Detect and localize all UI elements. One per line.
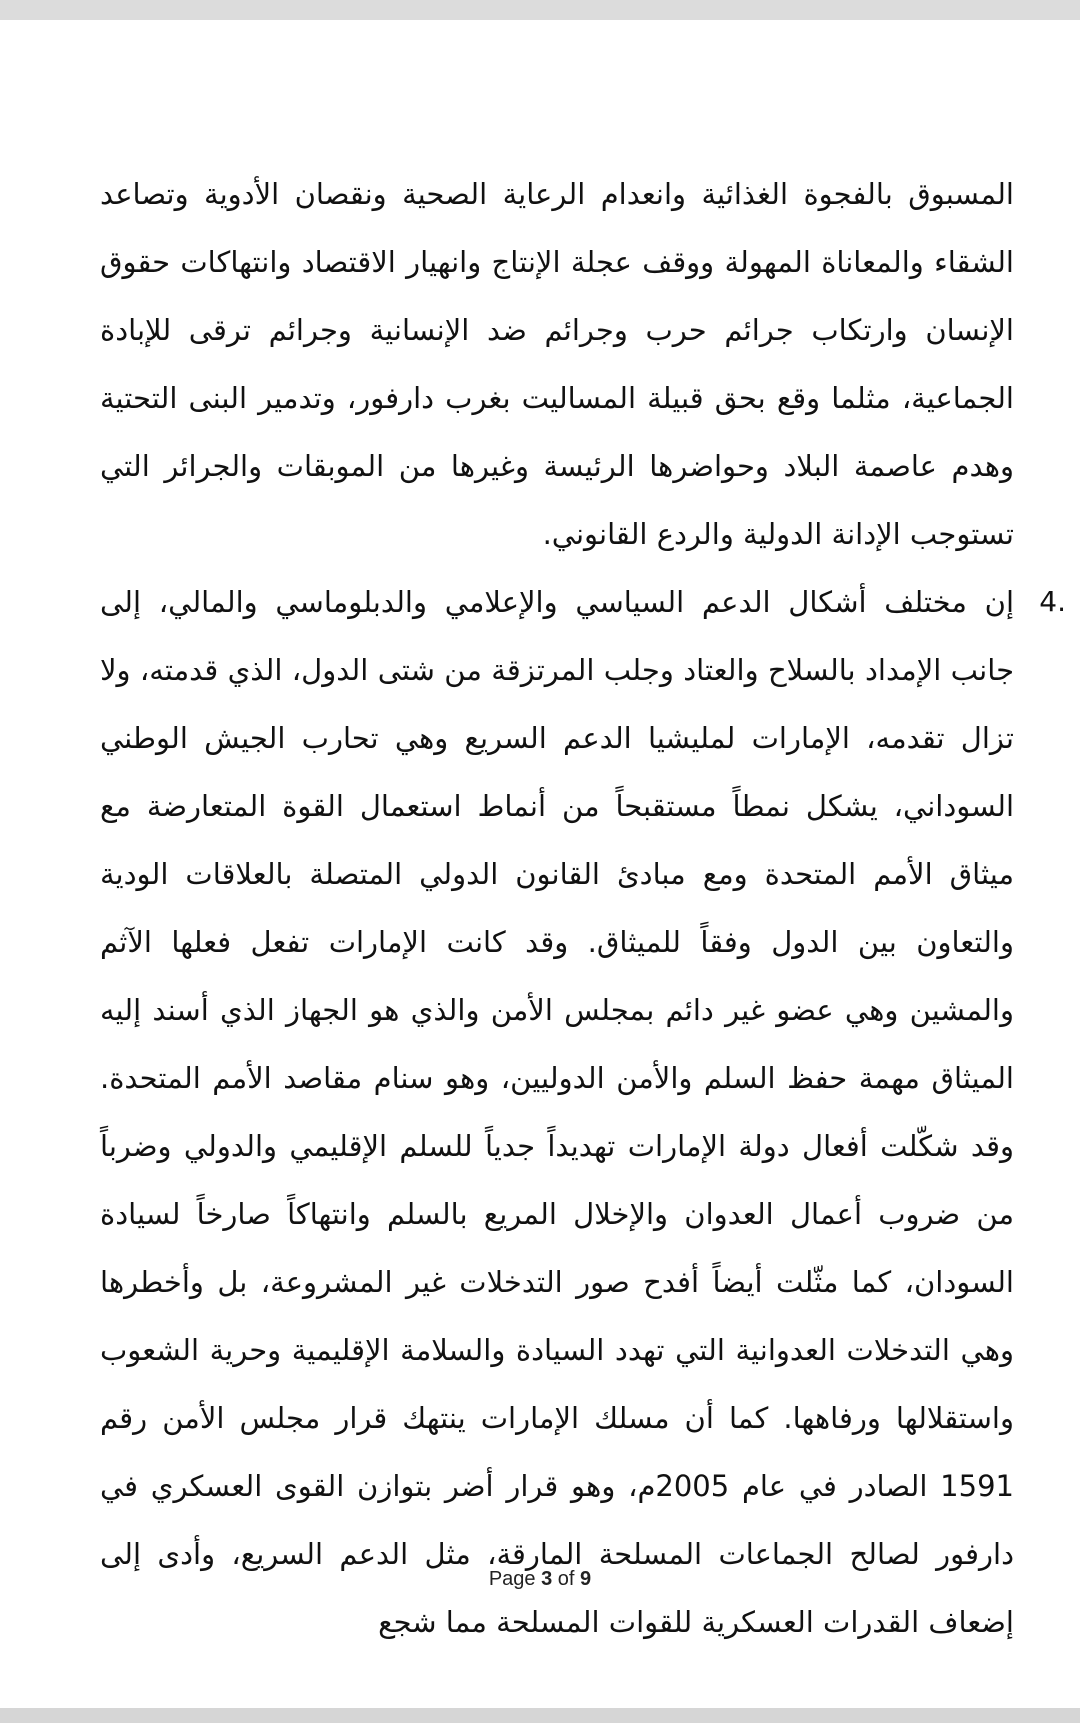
item-number: 4. bbox=[1039, 585, 1066, 618]
page-prefix: Page bbox=[488, 1568, 536, 1590]
page-of-label: of bbox=[557, 1568, 575, 1590]
total-pages-number: 9 bbox=[580, 1568, 592, 1590]
document-body bbox=[100, 160, 1066, 1656]
viewer-bottom-bar bbox=[0, 1708, 1080, 1723]
numbered-item-4 bbox=[100, 568, 1066, 1656]
viewer-top-bar bbox=[0, 0, 1080, 20]
continued-paragraph: المسبوق بالفجوة الغذائية وانعدام الرعاية الصحية ونقصان الأدوية وتصاعد الشقاء والمعاناة المهولة ووقف عجلة الإنتاج وانهيار الاقتصاد وانتهاكات حقوق الإنسان وارتكاب جرائم حرب وجرائم ضد الإنسانية وجرائم ترقى للإبادة الجماعية، مثلما وقع بحق قبيلة المساليت بغرب دارفور، وتدمير البنى التحتية وهدم عاصمة البلاد وحواضرها الرئيسة وغيرها من الموبقات والجرائر التي تستوجب الإدانة الدولية والردع القانوني. bbox=[100, 177, 1014, 551]
page-footer bbox=[0, 1568, 1080, 1591]
item-text: إن مختلف أشكال الدعم السياسي والإعلامي والدبلوماسي والمالي، إلى جانب الإمداد بالسلاح والعتاد وجلب المرتزقة من شتى الدول، الذي قدمته، ولا تزال تقدمه، الإمارات لمليشيا الدعم السريع وهي تحارب الجيش الوطني السوداني، يشكل نمطاً مستقبحاً من أنماط استعمال القوة المتعارضة مع ميثاق الأمم المتحدة ومع مبادئ القانون الدولي المتصلة بالعلاقات الودية والتعاون بين الدول وفقاً للميثاق. وقد كانت الإمارات تفعل فعلها الآثم والمشين وهي عضو غير دائم بمجلس الأمن والذي هو الجهاز الذي أسند إليه الميثاق مهمة حفظ السلم والأمن الدوليين، وهو سنام مقاصد الأمم المتحدة. وقد شكّلت أفعال دولة الإمارات تهديداً جدياً للسلم الإقليمي والدولي وضرباً من ضروب أعمال العدوان والإخلال المريع بالسلم وانتهاكاً صارخاً لسيادة السودان، كما مثّلت أيضاً أفدح صور التدخلات غير المشروعة، بل وأخطرها وهي التدخلات العدوانية التي تهدد السيادة والسلامة الإقليمية وحرية الشعوب واستقلالها ورفاهها. كما أن مسلك الإمارات ينتهك قرار مجلس الأمن رقم 1591 الصادر في عام 2005م، وهو قرار أضر بتوازن القوى العسكري في دارفور لصالح الجماعات المسلحة المارقة، مثل الدعم السريع، وأدى إلى إضعاف القدرات العسكرية للقوات المسلحة مما شجع bbox=[100, 585, 1014, 1639]
current-page-number: 3 bbox=[541, 1568, 553, 1590]
